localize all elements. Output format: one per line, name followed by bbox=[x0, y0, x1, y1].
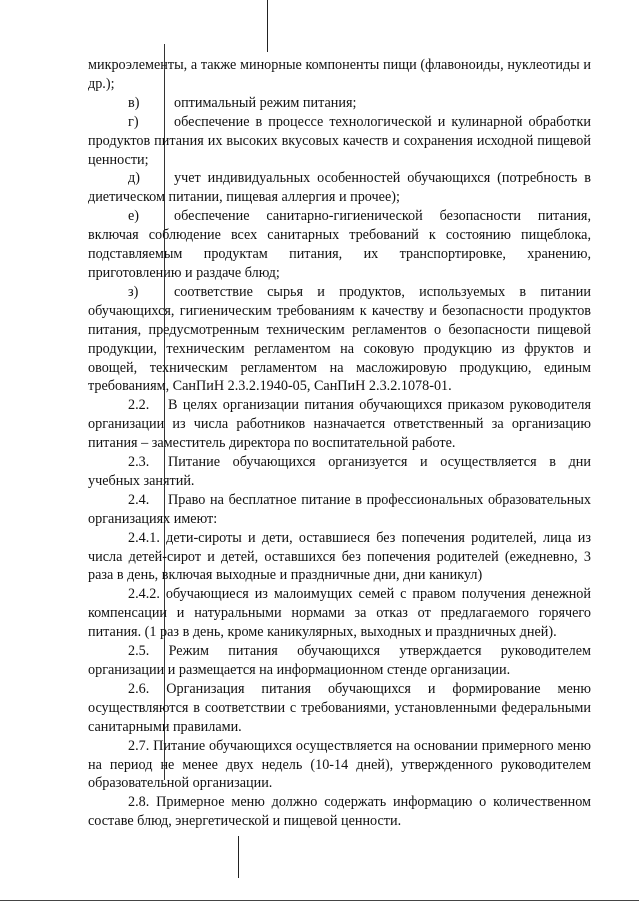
list-marker: г) bbox=[128, 113, 139, 130]
document-body bbox=[88, 56, 591, 831]
list-item-text: соответствие сырья и продуктов, используемых в питании обучающихся, гигиеническим требованиям к качеству и безопасности продуктов питания, предусмотренным техническим регламентов о безопасности пищевой продукции, техническим регламентом на соковую продукцию из фруктов и овощей, техническим регламентом на масложировую продукцию, единым требованиям, СанПиН 2.3.2.1940-05, СанПиН 2.3.2.1078-01. bbox=[88, 283, 591, 395]
section-number: 2.3. bbox=[128, 454, 150, 471]
list-item-v bbox=[88, 94, 591, 113]
section-text: Питание обучающихся организуется и осуществляется в дни учебных занятий. bbox=[88, 454, 591, 489]
scan-fold-line-top bbox=[267, 0, 268, 52]
section-2-5: 2.5. Режим питания обучающихся утверждается руководителем организации и размещается на информационном стенде организации. bbox=[88, 643, 591, 678]
list-item-text: учет индивидуальных особенностей обучающихся (потребность в диетическом питании, пищевая аллергия и прочее); bbox=[88, 170, 591, 206]
section-2-7: 2.7. Питание обучающихся осуществляется на основании примерного меню на период не менее двух недель (10-14 дней), утвержденного руководителем образовательной организации. bbox=[88, 737, 591, 792]
list-item-text: обеспечение в процессе технологической и кулинарной обработки продуктов питания их высоких вкусовых качеств и сохранения исходной пищевой ценности; bbox=[88, 113, 591, 168]
list-marker: е) bbox=[128, 208, 140, 225]
section-text: Право на бесплатное питание в профессиональных образовательных организациях имеют: bbox=[88, 491, 591, 527]
section-text: В целях организации питания обучающихся приказом руководителя организации из числа работников назначается ответственный за организацию питания – заместитель директора по воспитательной работе. bbox=[88, 397, 591, 452]
list-item-e bbox=[88, 207, 591, 283]
section-2-4-2: 2.4.2. обучающиеся из малоимущих семей с правом получения денежной компенсации и натуральными нормами за отказ от предлагаемого горячего питания. (1 раз в день, кроме каникулярных, выходных и праздничных дней). bbox=[88, 586, 591, 641]
section-number: 2.4. bbox=[128, 491, 150, 508]
paragraph-continuation: микроэлементы, а также минорные компоненты пищи (флавоноиды, нуклеотиды и др.); bbox=[88, 57, 591, 92]
section-2-4-1: 2.4.1. дети-сироты и дети, оставшиеся без попечения родителей, лица из числа детей-сирот и детей, оставшихся без попечения родителей (ежедневно, 3 раза в день, включая выходные и праздничные дни, дни каникул) bbox=[88, 529, 591, 584]
list-item-d bbox=[88, 169, 591, 207]
list-item-z bbox=[88, 283, 591, 396]
list-marker: д) bbox=[128, 170, 140, 187]
section-2-3 bbox=[88, 453, 591, 491]
section-2-4 bbox=[88, 491, 591, 529]
list-item-text: обеспечение санитарно-гигиенической безопасности питания, включая соблюдение всех санитарных требований к состоянию пищеблока, подставляемым продуктам питания, их транспортировке, хранению, приготовлению и раздаче блюд; bbox=[88, 208, 591, 281]
list-item-g bbox=[88, 113, 591, 170]
section-2-8: 2.8. Примерное меню должно содержать информацию о количественном составе блюд, энергетической и пищевой ценности. bbox=[88, 794, 591, 830]
scan-bottom-edge bbox=[0, 900, 639, 901]
list-marker: з) bbox=[128, 283, 139, 300]
section-2-2 bbox=[88, 396, 591, 453]
section-number: 2.2. bbox=[128, 397, 150, 414]
list-marker: в) bbox=[128, 94, 140, 111]
section-2-6: 2.6. Организация питания обучающихся и формирование меню осуществляются в соответствии с требованиями, установленными федеральными санитарными правилами. bbox=[88, 680, 591, 735]
scan-fold-line-bottom bbox=[238, 836, 239, 878]
list-item-text: оптимальный режим питания; bbox=[174, 94, 357, 111]
